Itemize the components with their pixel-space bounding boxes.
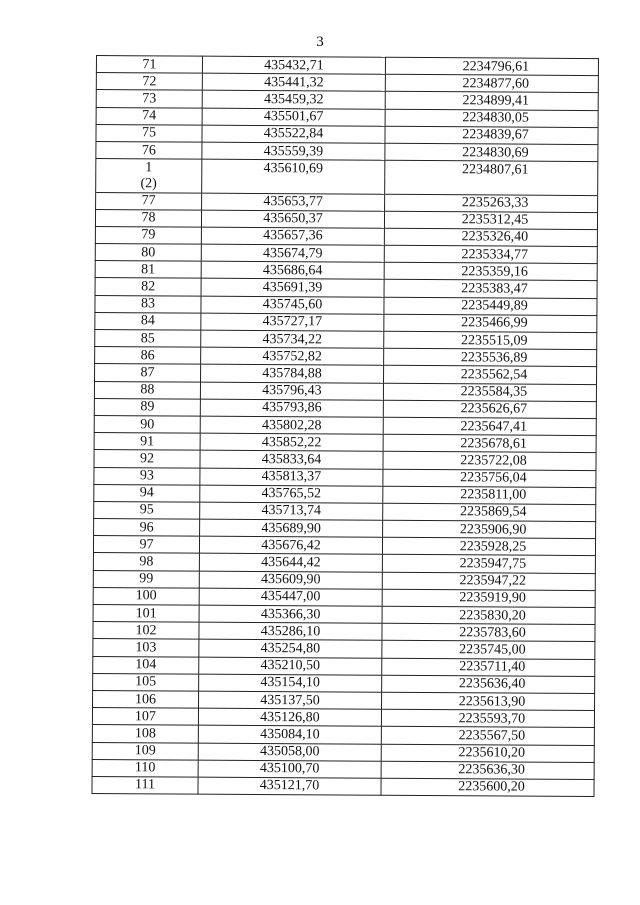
y-coordinate-cell: 2235626,67 [383,400,596,418]
point-number-cell: 97 [93,536,199,554]
point-number-cell: 105 [93,673,199,691]
y-coordinate-cell: 2235613,90 [382,692,595,710]
y-coordinate-cell: 2235919,90 [382,589,595,607]
point-number-cell: 100 [93,587,199,605]
point-number-cell: 88 [94,381,200,399]
x-coordinate-cell: 435432,71 [202,56,385,74]
y-coordinate-cell: 2234830,05 [385,109,598,127]
y-coordinate-cell: 2234877,60 [385,74,598,92]
x-coordinate-cell: 435459,32 [202,91,385,109]
y-coordinate-cell: 2235449,89 [384,297,597,315]
point-number-cell: 72 [96,73,202,91]
x-coordinate-cell: 435650,37 [201,210,384,228]
point-number-cell: 98 [93,553,199,571]
y-coordinate-cell: 2235647,41 [383,417,596,435]
point-number-cell: 109 [92,742,198,760]
y-coordinate-cell: 2235466,99 [384,314,597,332]
y-coordinate-cell: 2235745,00 [382,641,595,659]
x-coordinate-cell: 435653,77 [202,193,385,211]
x-coordinate-cell: 435833,64 [200,450,383,468]
y-coordinate-cell: 2235584,35 [383,383,596,401]
x-coordinate-cell: 435657,36 [201,227,384,245]
y-coordinate-cell: 2234807,61 [385,160,598,178]
coordinates-table [91,55,599,797]
x-coordinate-cell: 435727,17 [201,313,384,331]
x-coordinate-cell: 435813,37 [200,468,383,486]
y-coordinate-cell: 2235711,40 [382,658,595,676]
x-coordinate-cell: 435058,00 [198,743,381,761]
point-number-cell: 89 [94,398,200,416]
x-coordinate-cell: 435765,52 [200,485,383,503]
point-number-cell: 103 [93,639,199,657]
x-coordinate-cell: 435447,00 [199,588,382,606]
point-number-cell: 96 [94,519,200,537]
y-coordinate-cell: 2234899,41 [385,92,598,110]
y-coordinate-cell: 2234839,67 [385,126,598,144]
x-coordinate-cell: 435286,10 [199,622,382,640]
point-number-cell: 82 [95,278,201,296]
y-coordinate-cell: 2235636,40 [382,675,595,693]
x-coordinate-cell: 435745,60 [201,296,384,314]
y-coordinate-cell: 2235562,54 [384,366,597,384]
point-number-cell: 111 [92,776,198,794]
y-coordinate-cell: 2235593,70 [381,709,594,727]
point-number-cell: 102 [93,622,199,640]
point-number-cell: 94 [94,484,200,502]
point-number-cell: 75 [96,124,202,142]
x-coordinate-cell: 435674,79 [201,244,384,262]
y-coordinate-cell: 2235567,50 [381,727,594,745]
point-number-cell: 90 [94,415,200,433]
x-coordinate-cell [202,176,385,194]
y-coordinate-cell: 2235312,45 [384,211,597,229]
x-coordinate-cell: 435610,69 [202,159,385,177]
point-number-cell: 107 [92,708,198,726]
point-number-cell: 92 [94,450,200,468]
x-coordinate-cell: 435441,32 [202,73,385,91]
x-coordinate-cell: 435121,70 [198,777,381,795]
y-coordinate-cell: 2235636,30 [381,761,594,779]
y-coordinate-cell: 2235928,25 [382,538,595,556]
point-number-cell: 85 [95,329,201,347]
y-coordinate-cell: 2235783,60 [382,623,595,641]
x-coordinate-cell: 435210,50 [199,657,382,675]
y-coordinate-cell: 2235756,04 [383,469,596,487]
y-coordinate-cell: 2235830,20 [382,606,595,624]
x-coordinate-cell: 435559,39 [202,142,385,160]
page-number: 3 [316,34,324,50]
x-coordinate-cell: 435254,80 [199,640,382,658]
x-coordinate-cell: 435609,90 [199,571,382,589]
point-number-cell: 95 [94,501,200,519]
x-coordinate-cell: 435689,90 [200,519,383,537]
x-coordinate-cell: 435126,80 [198,708,381,726]
point-number-cell: 110 [92,759,198,777]
x-coordinate-cell: 435802,28 [200,416,383,434]
point-number-cell: 80 [95,244,201,262]
x-coordinate-cell: 435784,88 [201,365,384,383]
y-coordinate-cell: 2235906,90 [383,520,596,538]
point-number-cell: 1 [96,159,202,176]
y-coordinate-cell: 2235947,75 [382,555,595,573]
x-coordinate-cell: 435137,50 [199,691,382,709]
point-number-cell: 77 [96,192,202,210]
x-coordinate-cell: 435734,22 [201,330,384,348]
x-coordinate-cell: 435084,10 [198,725,381,743]
x-coordinate-cell: 435644,42 [199,554,382,572]
x-coordinate-cell: 435676,42 [199,536,382,554]
point-number-cell: 86 [95,347,201,365]
point-number-cell: 81 [95,261,201,279]
point-number-cell: 73 [96,90,202,108]
y-coordinate-cell: 2235536,89 [384,348,597,366]
x-coordinate-cell: 435100,70 [198,760,381,778]
point-number-cell: 84 [95,312,201,330]
y-coordinate-cell: 2235722,08 [383,452,596,470]
point-number-cell: 106 [93,690,199,708]
y-coordinate-cell: 2235383,47 [384,280,597,298]
point-number-cell: 99 [93,570,199,588]
x-coordinate-cell: 435154,10 [199,674,382,692]
y-coordinate-cell: 2235334,77 [384,245,597,263]
point-number-cell: 87 [95,364,201,382]
x-coordinate-cell: 435752,82 [201,347,384,365]
y-coordinate-cell: 2235263,33 [385,194,598,212]
y-coordinate-cell: 2235947,22 [382,572,595,590]
y-coordinate-cell: 2235600,20 [381,778,594,796]
y-coordinate-cell: 2235678,61 [383,434,596,452]
point-number-cell: (2) [96,175,202,192]
y-coordinate-cell: 2235869,54 [383,503,596,521]
x-coordinate-cell: 435852,22 [200,433,383,451]
point-number-cell: 71 [96,56,202,74]
y-coordinate-cell: 2234796,61 [385,57,598,75]
point-number-cell: 74 [96,107,202,125]
x-coordinate-cell: 435501,67 [202,108,385,126]
x-coordinate-cell: 435793,86 [200,399,383,417]
x-coordinate-cell: 435686,64 [201,261,384,279]
x-coordinate-cell: 435713,74 [200,502,383,520]
y-coordinate-cell: 2235610,20 [381,744,594,762]
point-number-cell: 93 [94,467,200,485]
point-number-cell: 79 [95,226,201,244]
point-number-cell: 78 [95,209,201,227]
y-coordinate-cell: 2234830,69 [385,143,598,161]
point-number-cell: 101 [93,604,199,622]
coordinates-table-body [92,56,598,797]
y-coordinate-cell [385,177,598,195]
table-row [92,776,594,796]
x-coordinate-cell: 435691,39 [201,279,384,297]
point-number-cell: 104 [93,656,199,674]
point-number-cell: 83 [95,295,201,313]
x-coordinate-cell: 435522,84 [202,125,385,143]
y-coordinate-cell: 2235359,16 [384,263,597,281]
point-number-cell: 108 [92,725,198,743]
point-number-cell: 91 [94,433,200,451]
x-coordinate-cell: 435366,30 [199,605,382,623]
point-number-cell: 76 [96,141,202,159]
x-coordinate-cell: 435796,43 [200,382,383,400]
y-coordinate-cell: 2235326,40 [384,228,597,246]
y-coordinate-cell: 2235811,00 [383,486,596,504]
y-coordinate-cell: 2235515,09 [384,331,597,349]
